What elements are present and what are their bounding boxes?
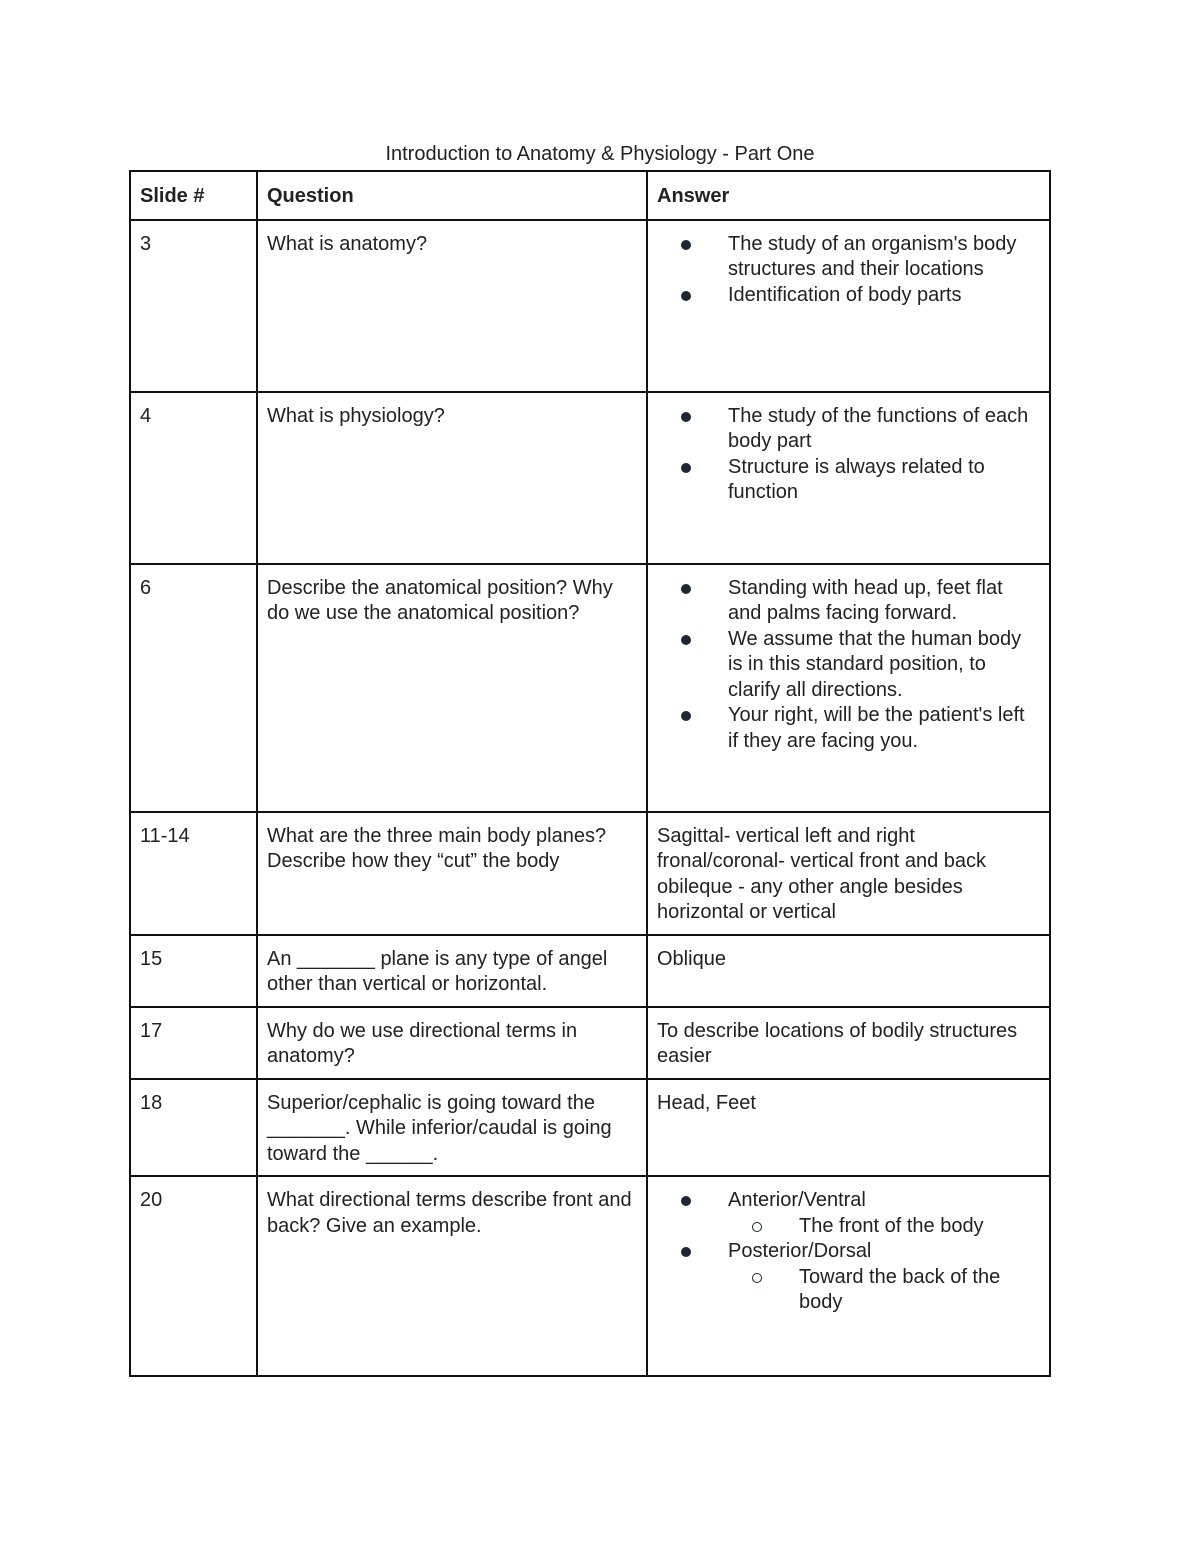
answer-bullet: Structure is always related to function [657, 455, 1040, 506]
answer-bullet-list [657, 576, 1040, 755]
question-cell: What are the three main body planes? Describe how they “cut” the body [257, 812, 647, 935]
answer-bullet: We assume that the human body is in this standard position, to clarify all directions. [657, 627, 1040, 704]
table-row [130, 812, 1050, 935]
document-title: Introduction to Anatomy & Physiology - Part One [385, 143, 815, 165]
answer-bullet [657, 1239, 1040, 1316]
answer-line: obileque - any other angle besides horizontal or vertical [657, 875, 963, 923]
answer-cell: To describe locations of bodily structures easier [647, 1007, 1050, 1079]
answer-cell: Head, Feet [647, 1079, 1050, 1177]
answer-cell: Oblique [647, 935, 1050, 1007]
table-row [130, 935, 1050, 1007]
qa-table [129, 170, 1051, 1377]
slide-cell: 3 [130, 220, 257, 392]
header-answer: Answer [647, 171, 1050, 220]
answer-sub-bullet: The front of the body [728, 1214, 1040, 1240]
answer-bullet: The study of the functions of each body part [657, 404, 1040, 455]
answer-bullet: Standing with head up, feet flat and palms facing forward. [657, 576, 1040, 627]
answer-bullet-list [657, 232, 1040, 309]
table-row [130, 1079, 1050, 1177]
question-cell: What directional terms describe front and back? Give an example. [257, 1176, 647, 1376]
answer-line: Sagittal- vertical left and right [657, 824, 915, 847]
table-row [130, 1176, 1050, 1376]
header-slide: Slide # [130, 171, 257, 220]
answer-bullet: Identification of body parts [657, 283, 1040, 309]
table-row [130, 392, 1050, 564]
question-cell: What is anatomy? [257, 220, 647, 392]
table-row [130, 1007, 1050, 1079]
answer-bullet: Your right, will be the patient's left if they are facing you. [657, 703, 1040, 754]
answer-bullet-list [657, 404, 1040, 506]
question-cell: What is physiology? [257, 392, 647, 564]
answer-term: Anterior/Ventral [728, 1189, 866, 1211]
header-question: Question [257, 171, 647, 220]
table-row [130, 220, 1050, 392]
slide-cell: 17 [130, 1007, 257, 1079]
answer-cell [647, 392, 1050, 564]
answer-cell [647, 564, 1050, 812]
slide-cell: 6 [130, 564, 257, 812]
answer-bullet [657, 1188, 1040, 1239]
answer-bullet-list [657, 1188, 1040, 1316]
answer-line: fronal/coronal- vertical front and back [657, 850, 987, 872]
slide-cell: 20 [130, 1176, 257, 1376]
table-header-row [130, 171, 1050, 220]
answer-sub-list [728, 1265, 1040, 1316]
answer-cell [647, 812, 1050, 935]
question-cell: Superior/cephalic is going toward the _______. While inferior/caudal is going toward the ______. [257, 1079, 647, 1177]
slide-cell: 18 [130, 1079, 257, 1177]
slide-cell: 15 [130, 935, 257, 1007]
question-cell: Why do we use directional terms in anatomy? [257, 1007, 647, 1079]
slide-cell: 4 [130, 392, 257, 564]
answer-term: Posterior/Dorsal [728, 1240, 872, 1262]
answer-cell [647, 1176, 1050, 1376]
answer-sub-list [728, 1214, 1040, 1240]
answer-sub-bullet: Toward the back of the body [728, 1265, 1040, 1316]
slide-cell: 11-14 [130, 812, 257, 935]
question-cell: An _______ plane is any type of angel other than vertical or horizontal. [257, 935, 647, 1007]
question-cell: Describe the anatomical position? Why do we use the anatomical position? [257, 564, 647, 812]
answer-cell [647, 220, 1050, 392]
answer-bullet: The study of an organism's body structures and their locations [657, 232, 1040, 283]
table-row [130, 564, 1050, 812]
